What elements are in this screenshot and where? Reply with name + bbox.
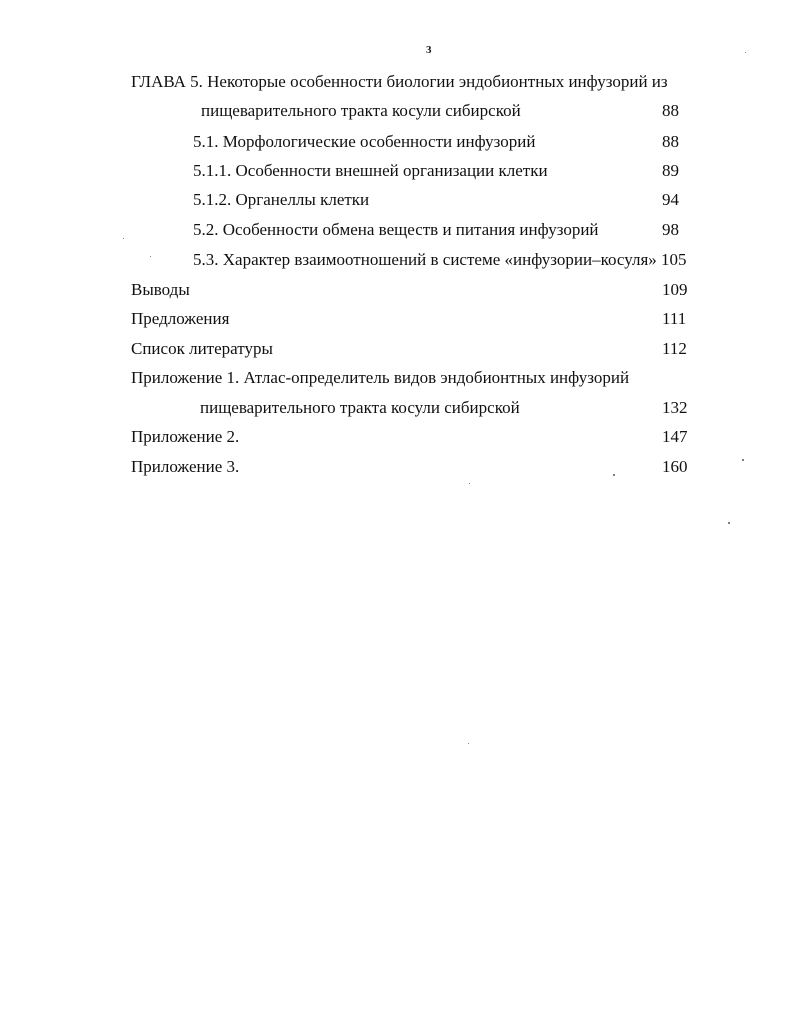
- toc-entry-5-1-1: 5.1.1. Особенности внешней организации клетки: [193, 161, 548, 180]
- scan-speck: [742, 459, 744, 461]
- toc-entry-appendix-3: Приложение 3.: [131, 457, 240, 476]
- scan-speck: [613, 474, 615, 476]
- toc-page-number: 105: [661, 250, 687, 269]
- scan-speck: [469, 483, 470, 484]
- toc-entry-conclusions: Выводы: [131, 280, 190, 299]
- toc-entry-chapter-5: ГЛАВА 5. Некоторые особенности биологии эндобионтных инфузорий из: [131, 72, 668, 91]
- toc-entry-5-3: 5.3. Характер взаимоотношений в системе «инфузории–косуля»: [193, 250, 657, 269]
- toc-page-number: 88: [662, 132, 679, 151]
- page-number: 3: [426, 44, 432, 56]
- toc-entry-5-1-2: 5.1.2. Органеллы клетки: [193, 190, 370, 209]
- toc-page-number: 132: [662, 398, 688, 417]
- toc-page-number: 88: [662, 101, 679, 120]
- toc-entry-appendix-1-cont: пищеварительного тракта косули сибирской: [200, 398, 520, 417]
- scan-speck: [728, 522, 730, 524]
- scan-speck: [123, 238, 124, 239]
- toc-page-number: 109: [662, 280, 688, 299]
- toc-page-number: 89: [662, 161, 679, 180]
- toc-page-number: 112: [662, 339, 687, 358]
- toc-entry-appendix-2: Приложение 2.: [131, 427, 240, 446]
- toc-entry-5-2: 5.2. Особенности обмена веществ и питания инфузорий: [193, 220, 599, 239]
- scan-speck: [468, 743, 469, 744]
- toc-page-number: 111: [662, 309, 687, 328]
- toc-page-number: 147: [662, 427, 688, 446]
- scan-speck: [745, 52, 746, 53]
- toc-page-number: 94: [662, 190, 679, 209]
- toc-entry-5-1: 5.1. Морфологические особенности инфузорий: [193, 132, 536, 151]
- toc-entry-appendix-1: Приложение 1. Атлас-определитель видов эндобионтных инфузорий: [131, 368, 630, 387]
- toc-entry-references: Список литературы: [131, 339, 273, 358]
- toc-page-number: 160: [662, 457, 688, 476]
- toc-entry-proposals: Предложения: [131, 309, 230, 328]
- toc-entry-chapter-5-cont: пищеварительного тракта косули сибирской: [201, 101, 521, 120]
- scan-speck: [150, 256, 151, 257]
- toc-page-number: 98: [662, 220, 679, 239]
